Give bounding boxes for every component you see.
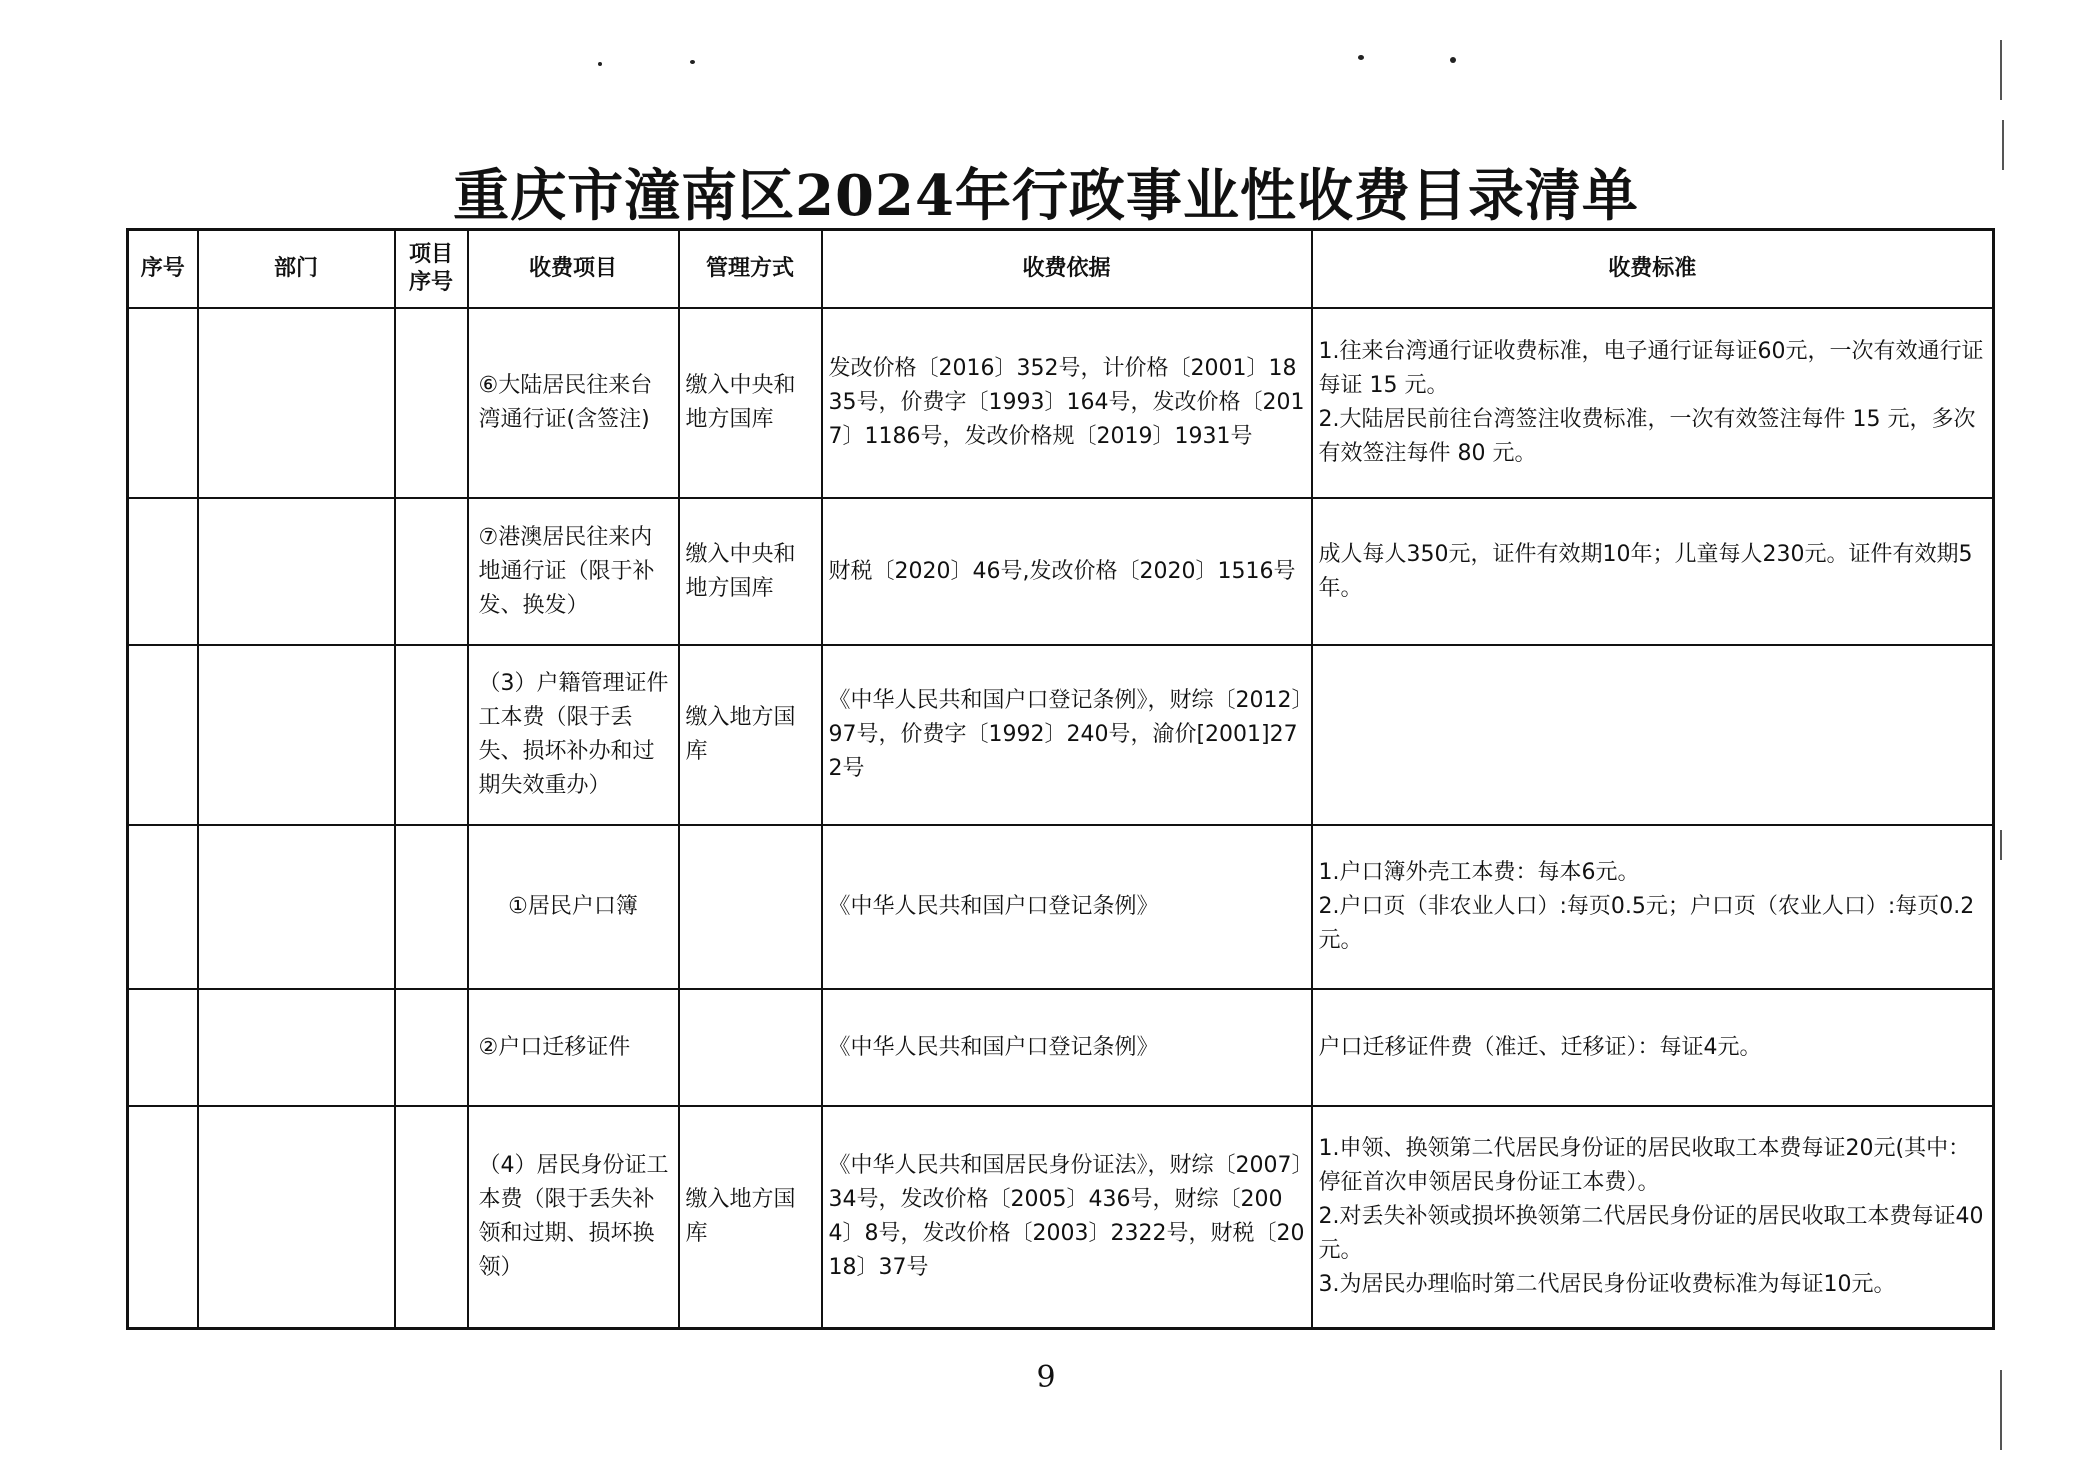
table-row: [128, 498, 1994, 645]
item-text: ②户口迁移证件: [478, 1034, 631, 1060]
cell-department: [198, 645, 395, 825]
standard-line: 成人每人350元，证件有效期10年；儿童每人230元。证件有效期5年。: [1318, 541, 1973, 601]
item-text: ①居民户口簿: [508, 894, 638, 919]
standard-line: 1.户口簿外壳工本费：每本6元。: [1318, 860, 1640, 885]
table-row: [128, 825, 1994, 989]
scan-speck: [1450, 57, 1456, 63]
basis-text: 《中华人民共和国户口登记条例》，财综〔2012〕97号，价费字〔1992〕240号，渝价[2001]272号: [828, 688, 1303, 781]
cell-department: [198, 989, 395, 1106]
item-text: ⑦港澳居民往来内地通行证（限于补发、换发）: [478, 524, 655, 618]
header-department: 部门: [198, 230, 395, 309]
cell-seq: [128, 1106, 198, 1328]
standard-line: 2.大陆居民前往台湾签注收费标准，一次有效签注每件 15 元，多次有效签注每件 80 元。: [1318, 407, 1976, 466]
header-item-seq: 项目序号: [395, 230, 468, 309]
basis-text: 《中华人民共和国居民身份证法》，财综〔2007〕34号，发改价格〔2005〕436号，财综〔2004〕8号，发改价格〔2003〕2322号，财税〔2018〕37号: [828, 1152, 1305, 1280]
item-text: （4）居民身份证工本费（限于丢失补领和过期、损坏换领）: [478, 1152, 669, 1280]
cell-basis: [822, 498, 1312, 645]
scan-speck: [598, 62, 602, 66]
table-row: [128, 1106, 1994, 1328]
cell-management: 缴入地方国库: [679, 1106, 822, 1328]
cell-department: [198, 308, 395, 498]
table-header-row: [128, 230, 1994, 309]
cell-item-seq: [395, 645, 468, 825]
header-management: 管理方式: [679, 230, 822, 309]
cell-basis: [822, 1106, 1312, 1328]
basis-text: 财税〔2020〕46号,发改价格〔2020〕1516号: [828, 558, 1296, 584]
header-seq: 序号: [128, 230, 198, 309]
cell-standard: [1312, 645, 1994, 825]
cell-management: [679, 825, 822, 989]
scan-speck: [690, 60, 695, 64]
cell-item: [468, 498, 679, 645]
cell-item-seq: [395, 1106, 468, 1328]
header-standard: 收费标准: [1312, 230, 1994, 309]
scan-edge-mark: [2000, 830, 2002, 860]
page-number: 9: [1036, 1360, 1056, 1395]
cell-management: 缴入中央和地方国库: [679, 308, 822, 498]
cell-basis: [822, 308, 1312, 498]
basis-text: 发改价格〔2016〕352号，计价格〔2001〕1835号，价费字〔1993〕164号，发改价格〔2017〕1186号，发改价格规〔2019〕1931号: [828, 356, 1305, 449]
cell-item: [468, 645, 679, 825]
cell-seq: [128, 308, 198, 498]
cell-basis: [822, 989, 1312, 1106]
cell-item-seq: [395, 308, 468, 498]
cell-item: [468, 989, 679, 1106]
standard-line: 2.户口页（非农业人口）:每页0.5元；户口页（农业人口）:每页0.2元。: [1318, 894, 1975, 953]
cell-standard: [1312, 1106, 1994, 1328]
cell-item-seq: [395, 989, 468, 1106]
cell-standard: [1312, 498, 1994, 645]
standard-line: 2.对丢失补领或损坏换领第二代居民身份证的居民收取工本费每证40元。: [1318, 1203, 1984, 1263]
cell-item: [468, 825, 679, 989]
scan-edge-mark: [2000, 40, 2002, 100]
cell-management: [679, 989, 822, 1106]
cell-standard: [1312, 308, 1994, 498]
standard-line: 1.往来台湾通行证收费标准，电子通行证每证60元，一次有效通行证每证 15 元。: [1318, 339, 1984, 398]
item-text: ⑥大陆居民往来台湾通行证(含签注): [478, 373, 653, 432]
cell-seq: [128, 825, 198, 989]
cell-seq: [128, 645, 198, 825]
cell-management: 缴入地方国库: [679, 645, 822, 825]
basis-text: 《中华人民共和国户口登记条例》: [828, 1034, 1159, 1060]
table-row: [128, 645, 1994, 825]
standard-line: 1.申领、换领第二代居民身份证的居民收取工本费每证20元(其中：停征首次申领居民身份证工本费）。: [1318, 1135, 1971, 1195]
cell-basis: [822, 645, 1312, 825]
cell-item: [468, 308, 679, 498]
cell-department: [198, 1106, 395, 1328]
cell-management: 缴入中央和地方国库: [679, 498, 822, 645]
cell-item-seq: [395, 498, 468, 645]
document-title: 重庆市潼南区2024年行政事业性收费目录清单: [453, 163, 1639, 229]
table-row: [128, 989, 1994, 1106]
standard-line: 3.为居民办理临时第二代居民身份证收费标准为每证10元。: [1318, 1271, 1896, 1297]
fee-catalog-table: [126, 228, 1995, 1330]
table-row: [128, 308, 1994, 498]
cell-department: [198, 498, 395, 645]
header-item: 收费项目: [468, 230, 679, 309]
cell-standard: [1312, 825, 1994, 989]
cell-basis: [822, 825, 1312, 989]
cell-seq: [128, 498, 198, 645]
scan-speck: [1358, 55, 1364, 60]
cell-item: [468, 1106, 679, 1328]
cell-standard: [1312, 989, 1994, 1106]
item-text: （3）户籍管理证件工本费（限于丢失、损坏补办和过期失效重办）: [478, 671, 669, 798]
standard-line: 户口迁移证件费（准迁、迁移证）：每证4元。: [1318, 1034, 1762, 1060]
cell-department: [198, 825, 395, 989]
cell-item-seq: [395, 825, 468, 989]
header-basis: 收费依据: [822, 230, 1312, 309]
basis-text: 《中华人民共和国户口登记条例》: [828, 894, 1159, 919]
cell-seq: [128, 989, 198, 1106]
